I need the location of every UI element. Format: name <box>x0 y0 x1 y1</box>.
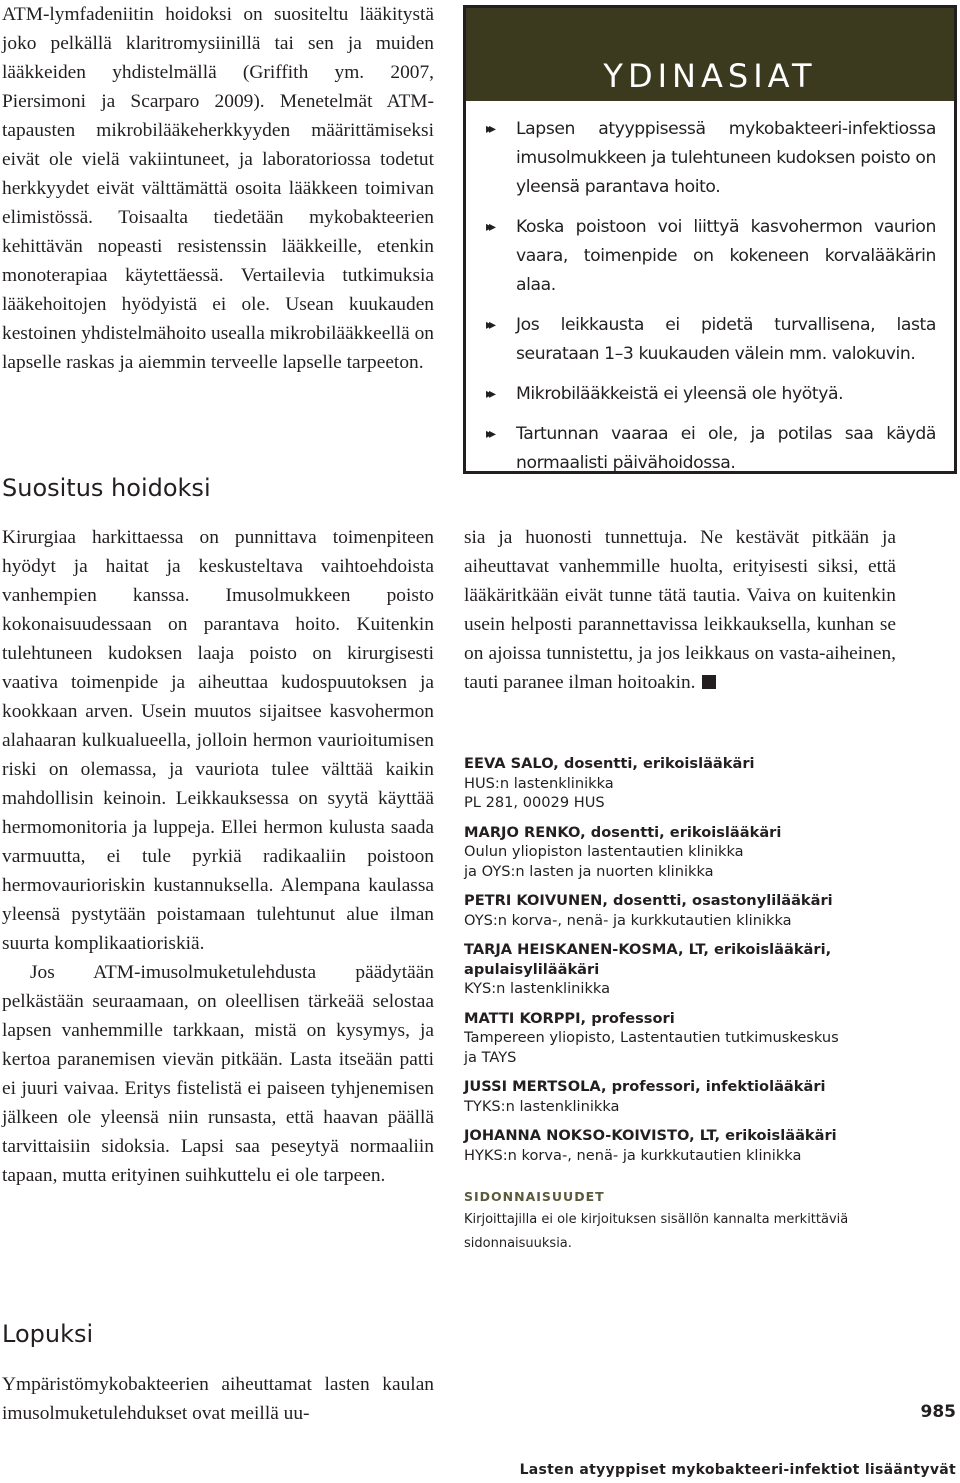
author-entry <box>464 1077 934 1116</box>
key-point-item <box>486 213 936 300</box>
body-paragraph: Kirurgiaa harkittaessa on punnittava toimenpiteen hyödyt ja haitat ja keskusteltava vaihtoehdoista vanhempien kanssa. Imusolmukkeen poisto kokonaisuudessaan on parantava hoito. Kuitenkin tulehtuneen kudoksen laaja poisto on kirurgisesti vaativa toimenpide ja aiheuttaa kudospuutoksen ja kookkaan arven. Usein muutos sijaitsee kasvohermon alahaaran kulkualueella, jolloin hermon vaurioitumisen riski on olemassa, ja vauriota tulee välttää kaikin mahdollisin keinoin. Leikkauksessa on syytä käyttää hermomonitoria ja luppeja. Ellei hermon kulusta saada varmuutta, ei tule pyrkiä radikaaliin poistoon hermovaurioriskin kustannuksella. Alempana kaulassa yleensä pystytään poistamaan tulehtunut alue ilman suurta komplikaatioriskiä. <box>2 527 434 954</box>
left-column-middle <box>2 523 434 1190</box>
author-title: professori <box>586 1009 675 1027</box>
author-name: MATTI KORPPI, <box>464 1009 587 1027</box>
author-title: dosentti, erikoislääkäri <box>558 755 755 772</box>
double-arrow-bullet-icon: ▸▸ <box>486 317 493 333</box>
author-affiliation: ja OYS:n lasten ja nuorten klinikka <box>464 862 714 880</box>
author-name: JUSSI MERTSOLA, <box>464 1078 607 1095</box>
author-affiliation: OYS:n korva-, nenä- ja kurkkutautien klinikka <box>464 911 792 929</box>
body-paragraph: Jos ATM-imusolmuketulehdusta päädytään pelkästään seuraamaan, on oleellisen tärkeää selostaa lapsen vanhemmille tarkkaan, mistä on kysymys, ja kertoa paranemisen vievän pitkään. Lasta itseään patti ei juuri vaivaa. Eritys fistelistä ei paiseen tyhjenemisen jälkeen ole yleensä niin runsasta, että haavan päällä tarvittaisiin sidoksia. Lapsi saa peseytyä normaaliin tapaan, mutta erityinen suihkuttelu ei ole tarpeen. <box>2 962 434 1186</box>
author-affiliation: Tampereen yliopisto, Lastentautien tutkimuskeskus <box>464 1029 839 1046</box>
page-number: 985 <box>920 1402 956 1422</box>
author-entry <box>464 891 934 930</box>
author-affiliation: HYKS:n korva-, nenä- ja kurkkutautien klinikka <box>464 1146 802 1164</box>
author-affiliation: ja TAYS <box>464 1048 517 1066</box>
author-entry <box>464 1126 934 1165</box>
end-of-article-square-icon <box>702 675 716 689</box>
key-points-list <box>466 101 954 478</box>
author-affiliation: KYS:n lastenklinikka <box>464 980 611 997</box>
body-paragraph: Ympäristömykobakteerien aiheuttamat lasten kaulan imusolmuketulehdukset ovat meillä uu- <box>2 1374 434 1424</box>
author-name: EEVA SALO, <box>464 755 559 772</box>
author-title: professori, infektiolääkäri <box>606 1078 826 1095</box>
author-entry <box>464 1009 934 1068</box>
disclosure-text: Kirjoittajilla ei ole kirjoituksen sisällön kannalta merkittäviä sidonnaisuuksia. <box>464 1212 849 1251</box>
left-column-top <box>2 0 434 377</box>
author-address: PL 281, 00029 HUS <box>464 794 605 811</box>
left-column-bottom <box>2 1370 434 1428</box>
author-entry <box>464 940 934 999</box>
disclosure-title: SIDONNAISUUDET <box>464 1189 605 1204</box>
section-heading-lopuksi: Lopuksi <box>2 1320 94 1348</box>
double-arrow-bullet-icon: ▸▸ <box>486 426 493 442</box>
right-column-paragraph <box>464 523 896 697</box>
author-list <box>464 754 934 1175</box>
key-point-item <box>486 115 936 202</box>
double-arrow-bullet-icon: ▸▸ <box>486 121 493 137</box>
author-entry <box>464 754 934 813</box>
key-points-header <box>466 8 954 101</box>
key-point-item <box>486 380 936 409</box>
author-name: MARJO RENKO, <box>464 823 586 841</box>
section-heading-suositus: Suositus hoidoksi <box>2 474 211 502</box>
key-point-text: Koska poistoon voi liittyä kasvohermon vaurion vaara, toimenpide on kokeneen korvalääkärin alaa. <box>516 217 936 295</box>
author-title: dosentti, erikoislääkäri <box>585 823 782 841</box>
author-title: LT, erikoislääkäri <box>694 1127 837 1144</box>
running-footer: Lasten atyyppiset mykobakteeri-infektiot lisääntyvät <box>519 1462 956 1478</box>
author-title: LT, erikoislääkäri, apulaisylilääkäri <box>464 941 832 978</box>
author-name: JOHANNA NOKSO-KOIVISTO, <box>464 1127 695 1144</box>
author-affiliation: Oulun yliopiston lastentautien klinikka <box>464 843 744 860</box>
disclosure-section <box>464 1189 914 1256</box>
author-entry <box>464 823 934 882</box>
author-affiliation: HUS:n lastenklinikka <box>464 774 614 792</box>
body-paragraph: ATM-lymfadeniitin hoidoksi on suositeltu lääkitystä joko pelkällä klaritromysiinillä tai sen ja muiden lääkkeiden yhdistelmällä (Griffith ym. 2007, Piersimoni ja Scarparo 2009). Menetelmät ATM-tapausten mikrobilääkeherkkyyden määrittämiseksi eivät ole vielä vakiintuneet, ja laboratoriossa todetut herkkyydet eivät välttämättä osoita lääkkeen toimivan elimistössä. Toisaalta tiedetään mykobakteerien kehittävän nopeasti resistenssin lääkkeille, etenkin monoterapiaa käytettäessä. Vertailevia tutkimuksia lääkehoitojen hyödyistä ei ole. Usean kuukauden kestoinen yhdistelmähoito usealla mikrobilääkkeellä on lapselle raskas ja aiemmin terveelle lapselle tarpeeton. <box>2 4 434 373</box>
author-name: PETRI KOIVUNEN, <box>464 892 608 909</box>
author-title: dosentti, osastonylilääkäri <box>607 892 833 909</box>
double-arrow-bullet-icon: ▸▸ <box>486 219 493 235</box>
key-point-text: Jos leikkausta ei pidetä turvallisena, lasta seurataan 1–3 kuukauden välein mm. valokuvin. <box>516 315 936 364</box>
key-point-text: Tartunnan vaaraa ei ole, ja potilas saa käydä normaalisti päivähoidossa. <box>516 424 936 473</box>
body-paragraph <box>464 523 896 697</box>
key-point-item <box>486 311 936 369</box>
key-point-item <box>486 420 936 478</box>
key-points-box <box>463 5 957 474</box>
body-text: sia ja huonosti tunnettuja. Ne kestävät pitkään ja aiheuttavat vanhemmille huolta, erityisesti siksi, että lääkäritkään eivät tunne tätä tautia. Vaiva on kuitenkin usein helposti parannettavissa leikkauksella, kunhan se on ajoissa tunnistettu, ja jos leikkaus on vasta-aiheinen, tauti paranee ilman hoitoakin. <box>464 527 896 693</box>
key-point-text: Lapsen atyyppisessä mykobakteeri-infektiossa imusolmukkeen ja tulehtuneen kudoksen poisto on yleensä parantava hoito. <box>516 119 936 197</box>
author-name: TARJA HEISKANEN-KOSMA, <box>464 941 684 958</box>
author-affiliation: TYKS:n lastenklinikka <box>464 1097 620 1115</box>
double-arrow-bullet-icon: ▸▸ <box>486 386 493 402</box>
key-points-title: YDINASIAT <box>603 57 817 95</box>
key-point-text: Mikrobilääkkeistä ei yleensä ole hyötyä. <box>516 384 844 404</box>
